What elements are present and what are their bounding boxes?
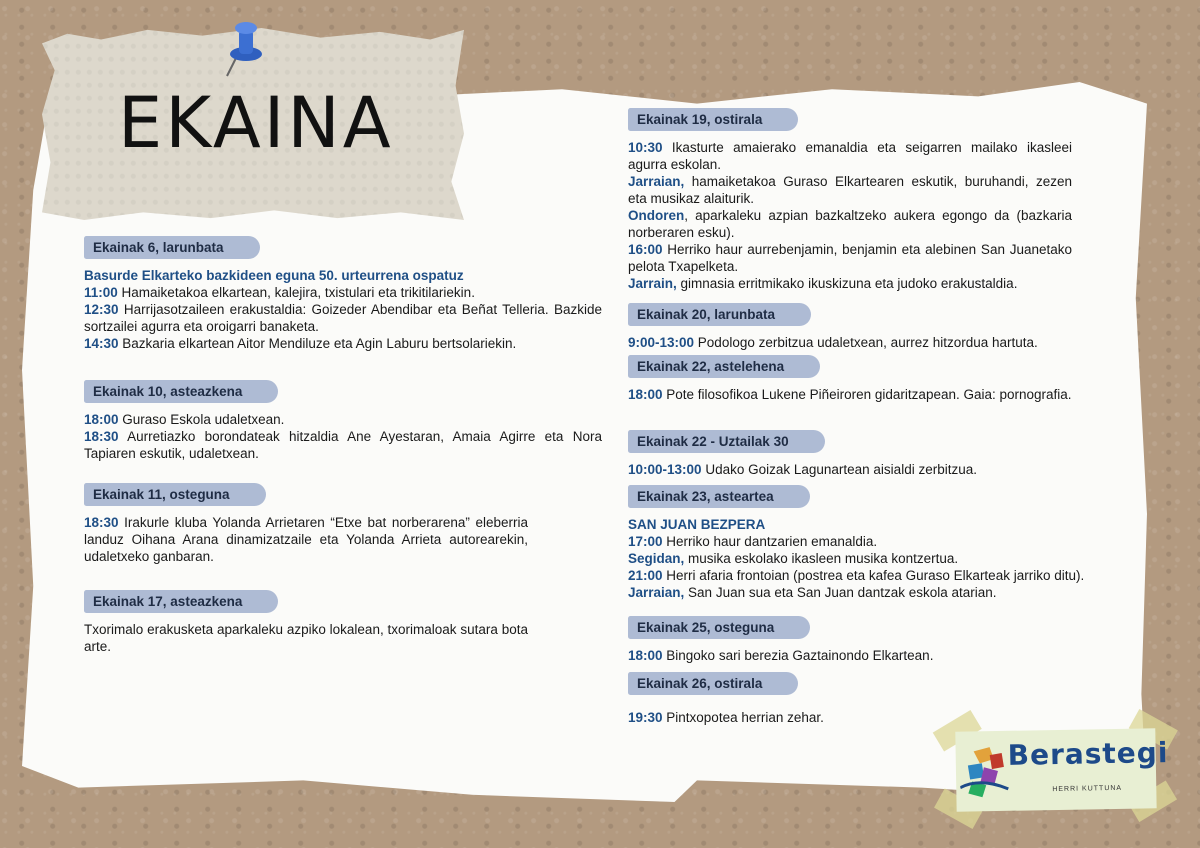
event-section [84, 236, 602, 352]
section-date: Ekainak 22, astelehena [628, 355, 820, 378]
event-text: Pote filosofikoa Lukene Piñeiroren gidaritzapean. Gaia: pornografia. [662, 387, 1072, 402]
event-connector: Segidan, [628, 551, 685, 566]
section-body [84, 411, 602, 462]
event-text: , aparkaleku azpian bazkaltzeko aukera egongo da (bazkaria norberaren esku). [628, 208, 1072, 240]
section-body [628, 139, 1072, 292]
event-connector: Jarrain, [628, 276, 677, 291]
event-text: Ikasturte amaierako emanaldia eta seigarren mailako ikasleei agurra eskolan. [628, 140, 1072, 172]
section-date: Ekainak 23, astearteа [628, 485, 810, 508]
event-line [628, 334, 1072, 351]
event-line [628, 139, 1072, 173]
event-line [84, 267, 602, 284]
section-date: Ekainak 11, osteguna [84, 483, 266, 506]
section-date: Ekainak 22 - Uztailak 30 [628, 430, 825, 453]
event-time: 16:00 [628, 242, 663, 257]
event-text: San Juan sua eta San Juan dantzak eskola atarian. [684, 585, 997, 600]
event-text: Herriko haur aurrebenjamin, benjamin eta alebinen San Juanetako pelota Txapelketa. [628, 242, 1072, 274]
event-time: 18:00 [628, 648, 663, 663]
event-line [84, 301, 602, 335]
event-line [84, 411, 602, 428]
event-line [84, 428, 602, 462]
event-line [628, 709, 1072, 726]
event-time: 11:00 [84, 285, 118, 300]
event-section [628, 355, 1072, 403]
event-section [628, 303, 1072, 351]
section-body [628, 647, 1072, 664]
event-line [628, 241, 1072, 275]
logo [955, 728, 1169, 811]
section-date: Ekainak 19, ostirala [628, 108, 798, 131]
event-time: 14:30 [84, 336, 119, 351]
event-time: 21:00 [628, 568, 663, 583]
event-text: Txorimalo erakusketa aparkaleku azpiko lokalean, txorimaloak sutara bota arte. [84, 622, 528, 654]
event-text: Bazkaria elkartean Aitor Mendiluze eta Agin Laburu bertsolariekin. [118, 336, 517, 351]
event-connector: Jarraian, [628, 585, 685, 600]
event-text: Podologo zerbitzua udaletxean, aurrez hitzordua hartuta. [694, 335, 1038, 350]
event-line [628, 647, 1072, 664]
event-section [628, 108, 1072, 292]
event-time: 10:30 [628, 140, 663, 155]
event-time: 9:00-13:00 [628, 335, 695, 350]
event-line [84, 284, 602, 301]
event-text: gimnasia erritmikako ikuskizuna eta judoko erakustaldia. [676, 276, 1018, 291]
event-time: 17:00 [628, 534, 663, 549]
section-date: Ekainak 10, asteazkena [84, 380, 278, 403]
event-line [628, 173, 1072, 207]
event-time: 12:30 [84, 302, 119, 317]
event-heading: SAN JUAN BEZPERA [628, 517, 766, 532]
event-section [84, 380, 602, 462]
event-text: Pintxopotea herrian zehar. [662, 710, 824, 725]
event-time: 18:30 [84, 515, 119, 530]
event-time: 18:00 [628, 387, 663, 402]
event-line [628, 207, 1072, 241]
pushpin-icon [222, 18, 268, 80]
event-line [628, 275, 1072, 292]
event-text: hamaiketakoa Guraso Elkartearen eskutik, buruhandi, zezen eta musikaz alaiturik. [628, 174, 1072, 206]
section-body [628, 703, 1072, 726]
event-line [628, 533, 1108, 550]
event-line [628, 461, 1072, 478]
page-title: EKAINA [118, 82, 394, 164]
section-body [628, 461, 1072, 478]
event-time: 10:00-13:00 [628, 462, 702, 477]
event-line [84, 621, 528, 655]
event-text: Harrijasotzaileen erakustaldia: Goizeder Abendibar eta Beñat Telleria. Bazkide sortzailei agurra eta oroigarri banaketa. [84, 302, 602, 334]
event-time: 19:30 [628, 710, 663, 725]
event-text: Herriko haur dantzarien emanaldia. [662, 534, 878, 549]
event-line [628, 567, 1108, 584]
event-connector: Jarraian, [628, 174, 685, 189]
logo-tagline: HERRI KUTTUNA [1052, 784, 1123, 794]
section-body [628, 386, 1072, 403]
event-section [84, 483, 528, 565]
section-date: Ekainak 17, asteazkena [84, 590, 278, 613]
event-text: Udako Goizak Lagunartean aisialdi zerbitzua. [701, 462, 977, 477]
event-section [628, 485, 1108, 601]
section-date: Ekainak 6, larunbata [84, 236, 260, 259]
event-line [84, 335, 602, 352]
section-body [628, 334, 1072, 351]
event-text: Bingoko sari berezia Gaztainondo Elkartean. [662, 648, 934, 663]
logo-name: Berastegi [1007, 736, 1169, 772]
event-section [628, 616, 1072, 664]
event-section [628, 430, 1072, 478]
event-connector: Ondoren [628, 208, 685, 223]
event-text: Irakurle kluba Yolanda Arrietaren “Etxe bat norberarena” eleberria landuz Oihana Arana dinamizatzaile eta Yolanda Arrieta autorearekin, udaletxeko ganbaran. [84, 515, 528, 564]
event-section [84, 590, 528, 655]
section-date: Ekainak 26, ostirala [628, 672, 798, 695]
section-date: Ekainak 25, osteguna [628, 616, 810, 639]
event-line [84, 514, 528, 565]
event-text: Hamaiketakoa elkartean, kalejira, txistulari eta trikitilariekin. [117, 285, 475, 300]
event-heading: Basurde Elkarteko bazkideen eguna 50. urteurrena ospatuz [84, 268, 464, 283]
event-text: musika eskolako ikasleen musika kontzertua. [684, 551, 959, 566]
event-line [628, 386, 1072, 403]
event-text: Aurretiazko borondateak hitzaldia Ane Ayestaran, Amaia Agirre eta Nora Tapiaren eskutik, udaletxean. [84, 429, 602, 461]
event-line [628, 550, 1108, 567]
event-line [628, 516, 1108, 533]
event-section [628, 672, 1072, 726]
section-body [84, 267, 602, 352]
logo-badge [949, 724, 1169, 820]
event-time: 18:30 [84, 429, 119, 444]
section-body [628, 516, 1108, 601]
event-time: 18:00 [84, 412, 119, 427]
section-body [84, 514, 528, 565]
event-text: Herri afaria frontoian (postrea eta kafea Guraso Elkarteak jarriko ditu). [662, 568, 1085, 583]
section-date: Ekainak 20, larunbata [628, 303, 811, 326]
event-line [628, 584, 1108, 601]
logo-mark-icon [960, 745, 1011, 802]
event-text: Guraso Eskola udaletxean. [118, 412, 285, 427]
section-body [84, 621, 528, 655]
